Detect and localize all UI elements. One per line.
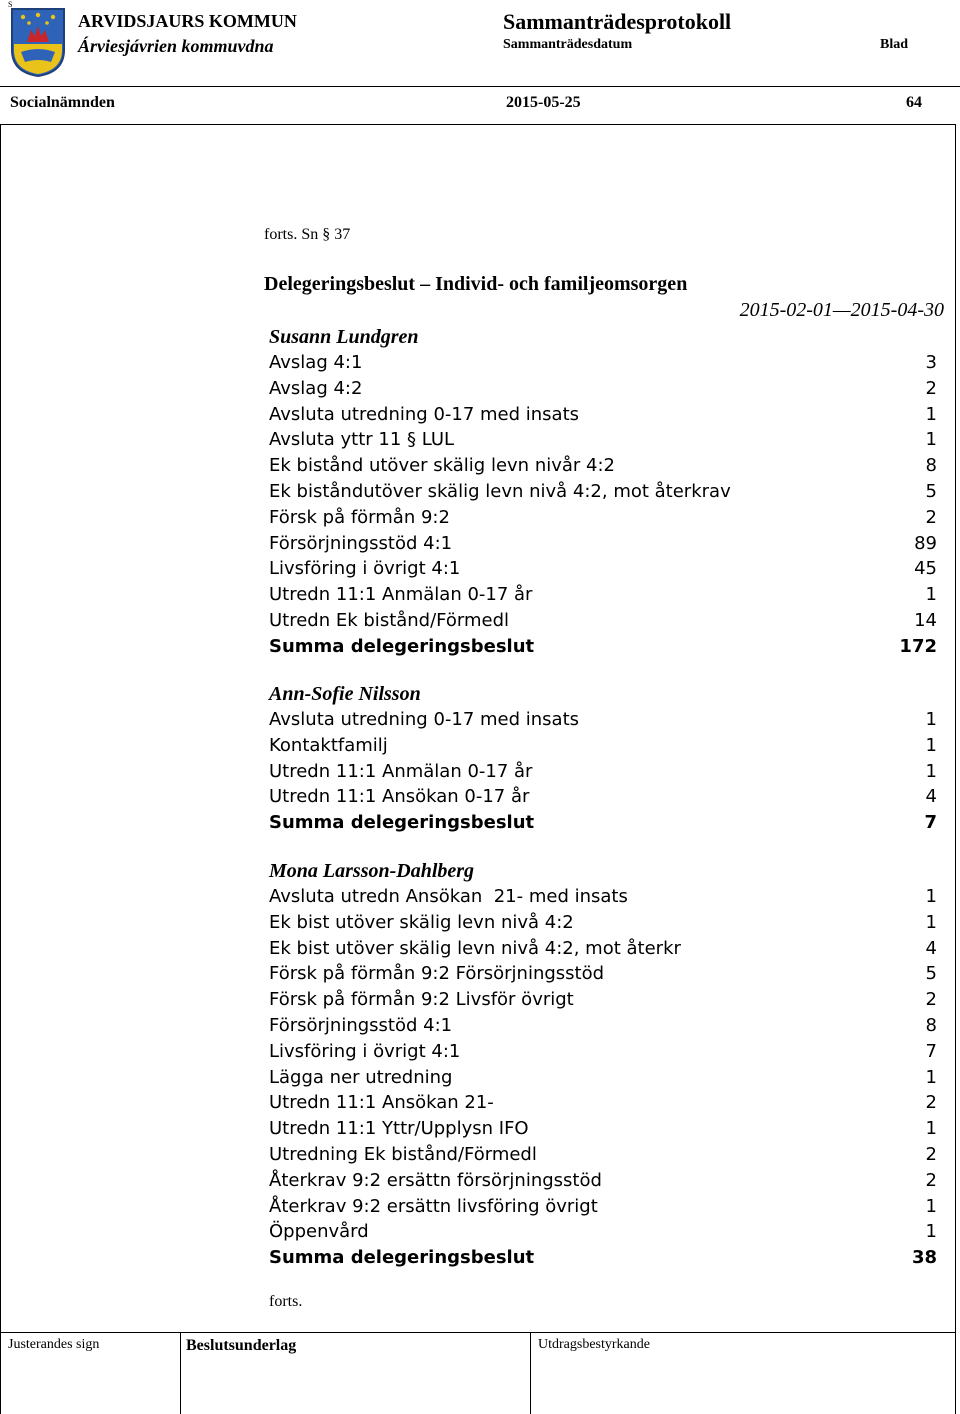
decision-count: 1	[925, 911, 937, 933]
continued-note: forts.	[269, 1293, 303, 1310]
decision-label: Utredning Ek bistånd/Förmedl	[269, 1143, 537, 1165]
decision-row	[269, 1116, 937, 1142]
committee-name: Socialnämnden	[10, 94, 115, 111]
frame-top-border	[0, 124, 956, 125]
decision-count: 1	[925, 584, 937, 606]
decision-label: Livsföring i övrigt 4:1	[269, 1040, 461, 1062]
decision-row	[269, 582, 937, 608]
decision-label: Utredn 11:1 Yttr/Upplysn IFO	[269, 1118, 529, 1140]
decision-count: 1	[925, 1066, 937, 1088]
sum-label: Summa delegeringsbeslut	[269, 635, 535, 657]
decision-count: 2	[925, 506, 937, 528]
decision-label: Avsluta utredning 0-17 med insats	[269, 403, 580, 425]
decision-row	[269, 1039, 937, 1065]
decision-count: 2	[925, 989, 937, 1011]
decision-row	[269, 1065, 937, 1091]
decision-label: Livsföring i övrigt 4:1	[269, 558, 461, 580]
decision-count: 1	[925, 734, 937, 756]
decision-row	[269, 884, 937, 910]
decision-count: 2	[925, 1092, 937, 1114]
decision-row	[269, 936, 937, 962]
decision-count: 2	[925, 1169, 937, 1191]
delegate-name: Ann-Sofie Nilsson	[269, 683, 421, 705]
decision-count: 8	[925, 455, 937, 477]
decision-count: 1	[925, 1195, 937, 1217]
decision-row	[269, 1142, 937, 1168]
sum-row	[269, 810, 937, 836]
decision-row	[269, 402, 937, 428]
decision-row	[269, 707, 937, 733]
decision-label: Försk på förmån 9:2 Försörjningsstöd	[269, 963, 605, 985]
delegate-section	[269, 324, 937, 660]
decision-row	[269, 733, 937, 759]
decision-count: 1	[925, 429, 937, 451]
decision-count: 1	[925, 709, 937, 730]
decision-row	[269, 759, 937, 785]
decision-label: Återkrav 9:2 ersättn försörjningsstöd	[269, 1169, 602, 1191]
decision-row	[269, 531, 937, 557]
decision-label: Utredn 11:1 Ansökan 0-17 år	[269, 786, 530, 808]
decision-row	[269, 608, 937, 634]
footer-column-divider	[180, 1332, 181, 1414]
decision-label: Avslag 4:1	[269, 352, 363, 373]
footer-sign-label: Justerandes sign	[8, 1337, 100, 1352]
page-number: 64	[906, 94, 922, 111]
delegate-section	[269, 858, 937, 1271]
sum-row	[269, 1245, 937, 1271]
delegate-name: Mona Larsson-Dahlberg	[269, 860, 475, 882]
frame-right-border	[955, 124, 956, 1414]
decision-label: Öppenvård	[269, 1221, 369, 1243]
decision-row	[269, 350, 937, 376]
footer-extract-label: Utdragsbestyrkande	[538, 1337, 650, 1352]
sum-label: Summa delegeringsbeslut	[269, 1247, 535, 1269]
decision-row	[269, 479, 937, 505]
decision-count: 1	[925, 403, 937, 425]
footer-column-divider	[530, 1332, 531, 1414]
decision-row	[269, 784, 937, 810]
decision-count: 89	[914, 532, 937, 554]
decision-row	[269, 505, 937, 531]
decision-count: 5	[925, 963, 937, 985]
section-heading: Delegeringsbeslut – Individ- och familjeomsorgen	[264, 273, 688, 295]
municipality-name: ARVIDSJAURS KOMMUN	[78, 11, 297, 31]
decision-count: 7	[925, 1040, 937, 1062]
footer-basis-label: Beslutsunderlag	[186, 1337, 297, 1354]
sum-value: 38	[911, 1247, 937, 1269]
decision-count: 4	[925, 786, 937, 808]
decision-count: 8	[925, 1014, 937, 1036]
decision-label: Ek bist utöver skälig levn nivå 4:2	[269, 911, 574, 933]
decision-count: 1	[925, 1118, 937, 1140]
decision-row	[269, 427, 937, 453]
decision-label: Utredn 11:1 Anmälan 0-17 år	[269, 584, 533, 606]
decision-label: Ek biståndutöver skälig levn nivå 4:2, mot återkrav	[269, 480, 731, 502]
decision-count: 14	[914, 609, 937, 631]
frame-left-border	[0, 124, 1, 1414]
delegate-section	[269, 681, 937, 836]
decision-label: Försörjningsstöd 4:1	[269, 1014, 453, 1036]
header-divider	[0, 86, 960, 87]
decision-row	[269, 910, 937, 936]
decision-row	[269, 1168, 937, 1194]
decision-row	[269, 987, 937, 1013]
report-period: 2015-02-01—2015-04-30	[739, 299, 944, 321]
decision-count: 4	[925, 937, 937, 959]
decision-row	[269, 376, 937, 402]
sum-label: Summa delegeringsbeslut	[269, 812, 535, 834]
decision-label: Ek bistånd utöver skälig levn nivår 4:2	[269, 455, 615, 477]
decision-label: Kontaktfamilj	[269, 734, 388, 756]
sum-value: 7	[924, 812, 937, 834]
page-label: Blad	[880, 37, 909, 52]
decision-label: Försk på förmån 9:2 Livsför övrigt	[269, 989, 574, 1011]
footer-divider	[0, 1332, 956, 1333]
decision-count: 2	[925, 1143, 937, 1165]
decision-row	[269, 556, 937, 582]
decision-count: 1	[925, 760, 937, 782]
decision-row	[269, 453, 937, 479]
municipality-crest-icon	[9, 6, 67, 78]
decision-count: 45	[914, 558, 937, 580]
municipality-name-sami: Árviesjávrien kommuvdna	[78, 36, 274, 56]
sum-row	[269, 634, 937, 660]
decision-row	[269, 1013, 937, 1039]
decision-label: Utredn 11:1 Ansökan 21-	[269, 1092, 494, 1114]
decision-count: 1	[925, 1221, 937, 1243]
decision-label: Avsluta yttr 11 § LUL	[269, 429, 455, 451]
decision-label: Utredn Ek bistånd/Förmedl	[269, 609, 510, 631]
decision-label: Utredn 11:1 Anmälan 0-17 år	[269, 760, 533, 782]
delegate-name: Susann Lundgren	[269, 326, 419, 348]
decision-count: 2	[925, 377, 937, 399]
decision-row	[269, 1219, 937, 1245]
decision-label: Ek bist utöver skälig levn nivå 4:2, mot återkr	[269, 937, 681, 959]
meeting-date: 2015-05-25	[506, 94, 581, 111]
decision-label: Avsluta utredn Ansökan 21- med insats	[269, 886, 628, 907]
decision-row	[269, 1194, 937, 1220]
meeting-date-label: Sammanträdesdatum	[503, 37, 633, 52]
decision-count: 1	[925, 886, 937, 907]
decision-label: Avslag 4:2	[269, 377, 363, 399]
decision-count: 3	[925, 352, 937, 373]
corner-mark: S	[8, 0, 13, 9]
decision-row	[269, 1090, 937, 1116]
decision-row	[269, 961, 937, 987]
decision-label: Avsluta utredning 0-17 med insats	[269, 709, 580, 730]
decision-count: 5	[925, 480, 937, 502]
continued-paragraph-ref: forts. Sn § 37	[264, 226, 351, 243]
protocol-title: Sammanträdesprotokoll	[503, 9, 732, 34]
decision-label: Försörjningsstöd 4:1	[269, 532, 453, 554]
sum-value: 172	[899, 635, 937, 657]
decision-label: Lägga ner utredning	[269, 1066, 453, 1088]
decision-label: Försk på förmån 9:2	[269, 506, 450, 528]
decision-label: Återkrav 9:2 ersättn livsföring övrigt	[269, 1195, 598, 1217]
